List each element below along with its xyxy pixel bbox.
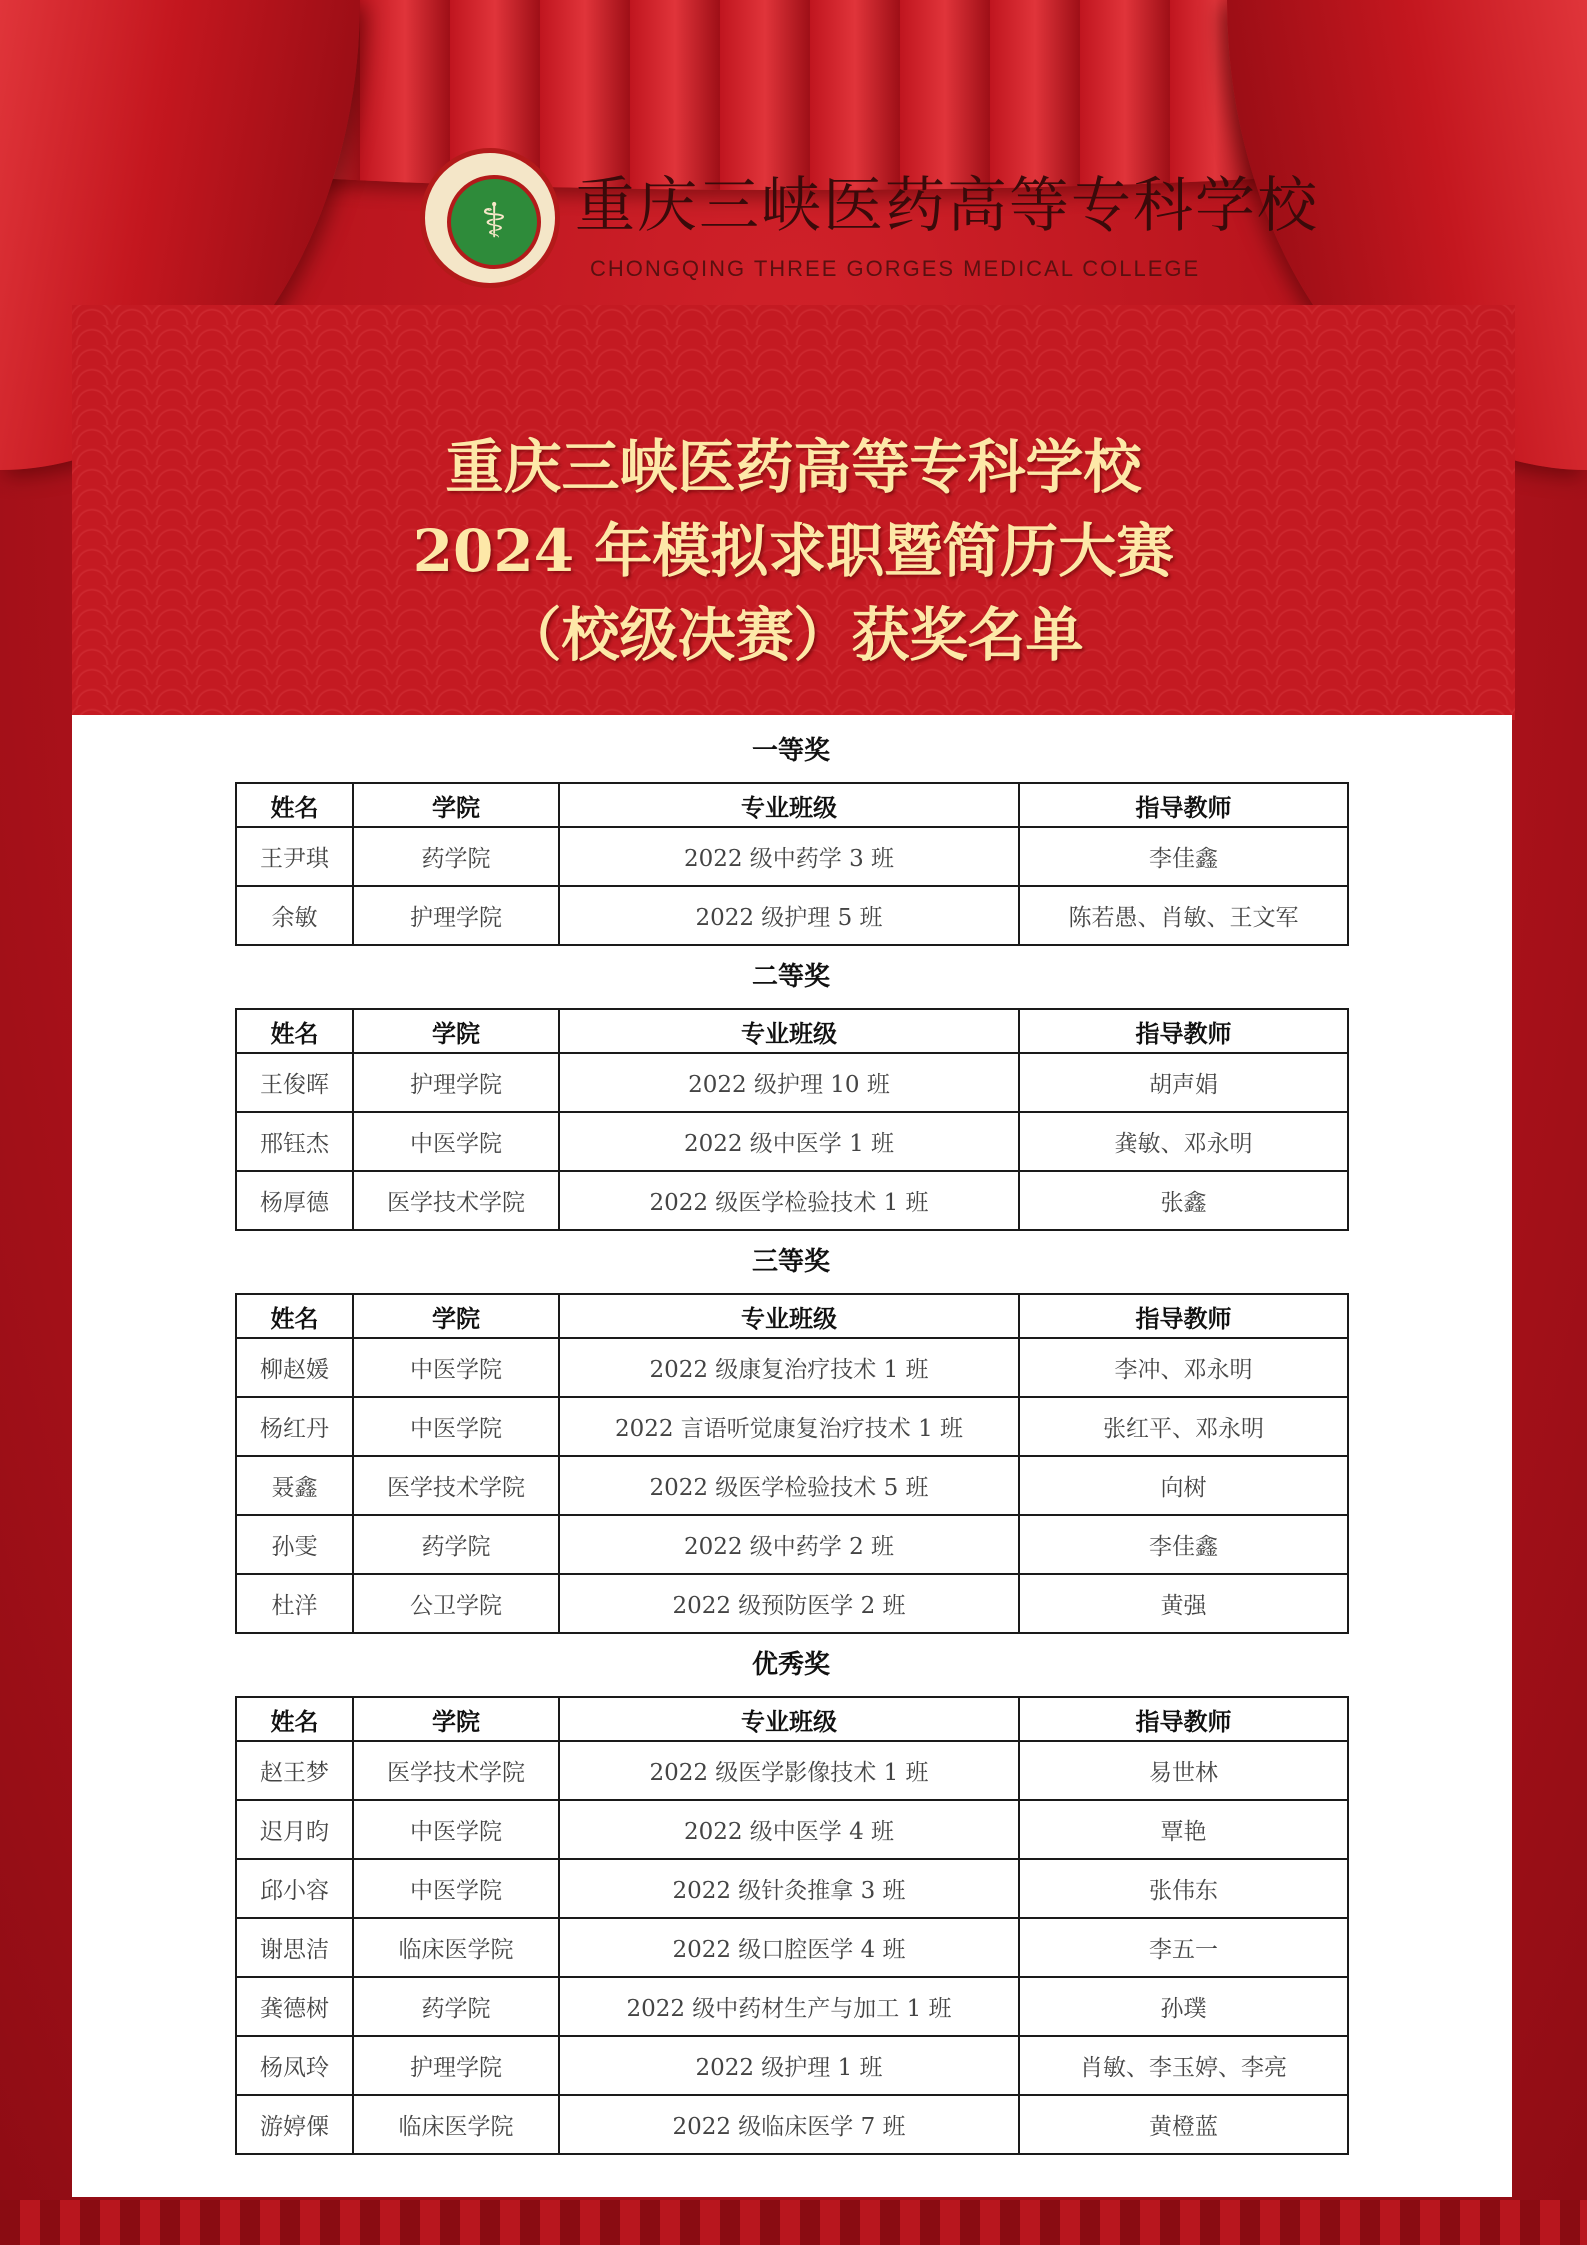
table-cell: 黄橙蓝 — [1019, 2095, 1348, 2154]
table-cell: 医学技术学院 — [353, 1741, 559, 1800]
table-cell: 2022 级康复治疗技术 1 班 — [559, 1338, 1019, 1397]
table-cell: 李五一 — [1019, 1918, 1348, 1977]
table-row — [236, 1515, 1348, 1574]
award-table — [235, 1008, 1349, 1231]
title-line-1: 重庆三峡医药高等专科学校 — [445, 433, 1142, 501]
award-tables — [235, 720, 1347, 2155]
table-cell: 护理学院 — [353, 886, 559, 945]
table-row — [236, 1977, 1348, 2036]
page-title — [72, 425, 1515, 677]
table-cell: 药学院 — [353, 827, 559, 886]
column-header: 指导教师 — [1019, 1697, 1348, 1741]
table-row — [236, 2036, 1348, 2095]
table-cell: 邢钰杰 — [236, 1112, 353, 1171]
table-cell: 药学院 — [353, 1515, 559, 1574]
column-header: 学院 — [353, 1294, 559, 1338]
table-cell: 2022 级中医学 1 班 — [559, 1112, 1019, 1171]
table-cell: 赵王梦 — [236, 1741, 353, 1800]
table-cell: 医学技术学院 — [353, 1456, 559, 1515]
table-cell: 覃艳 — [1019, 1800, 1348, 1859]
college-name-en: CHONGQING THREE GORGES MEDICAL COLLEGE — [590, 256, 1201, 281]
table-cell: 2022 级中药学 3 班 — [559, 827, 1019, 886]
table-cell: 龚德树 — [236, 1977, 353, 2036]
table-row — [236, 1456, 1348, 1515]
title-line-2: 2024 年模拟求职暨简历大赛 — [412, 517, 1175, 585]
table-cell: 临床医学院 — [353, 1918, 559, 1977]
table-cell: 中医学院 — [353, 1800, 559, 1859]
table-row — [236, 827, 1348, 886]
column-header: 专业班级 — [559, 1294, 1019, 1338]
table-cell: 迟月昀 — [236, 1800, 353, 1859]
table-cell: 中医学院 — [353, 1859, 559, 1918]
table-cell: 张伟东 — [1019, 1859, 1348, 1918]
table-cell: 2022 级中药材生产与加工 1 班 — [559, 1977, 1019, 2036]
table-row — [236, 1741, 1348, 1800]
table-cell: 杨厚德 — [236, 1171, 353, 1230]
table-cell: 谢思洁 — [236, 1918, 353, 1977]
college-seal-icon: ⚕ — [420, 148, 560, 288]
award-table — [235, 1293, 1349, 1634]
title-line-3: （校级决赛）获奖名单 — [503, 601, 1084, 669]
table-row — [236, 1859, 1348, 1918]
college-logo — [410, 148, 1319, 288]
table-cell: 中医学院 — [353, 1112, 559, 1171]
table-cell: 邱小容 — [236, 1859, 353, 1918]
column-header: 学院 — [353, 1697, 559, 1741]
column-header: 学院 — [353, 783, 559, 827]
table-cell: 胡声娟 — [1019, 1053, 1348, 1112]
table-row — [236, 886, 1348, 945]
table-cell: 杜洋 — [236, 1574, 353, 1633]
table-cell: 杨凤玲 — [236, 2036, 353, 2095]
table-row — [236, 1338, 1348, 1397]
table-cell: 张鑫 — [1019, 1171, 1348, 1230]
table-row — [236, 1800, 1348, 1859]
table-cell: 聂鑫 — [236, 1456, 353, 1515]
table-cell: 2022 级针灸推拿 3 班 — [559, 1859, 1019, 1918]
table-cell: 中医学院 — [353, 1338, 559, 1397]
table-cell: 李冲、邓永明 — [1019, 1338, 1348, 1397]
table-cell: 2022 级医学影像技术 1 班 — [559, 1741, 1019, 1800]
column-header: 姓名 — [236, 1697, 353, 1741]
table-header-row — [236, 1294, 1348, 1338]
table-cell: 中医学院 — [353, 1397, 559, 1456]
column-header: 指导教师 — [1019, 1009, 1348, 1053]
table-cell: 2022 级护理 1 班 — [559, 2036, 1019, 2095]
table-cell: 药学院 — [353, 1977, 559, 2036]
award-section-title: 二等奖 — [751, 962, 830, 992]
table-cell: 易世林 — [1019, 1741, 1348, 1800]
table-cell: 2022 级临床医学 7 班 — [559, 2095, 1019, 2154]
table-cell: 2022 级护理 10 班 — [559, 1053, 1019, 1112]
table-cell: 向树 — [1019, 1456, 1348, 1515]
table-row — [236, 1112, 1348, 1171]
table-cell: 余敏 — [236, 886, 353, 945]
award-section-title: 优秀奖 — [751, 1650, 830, 1680]
table-row — [236, 1397, 1348, 1456]
table-cell: 2022 级护理 5 班 — [559, 886, 1019, 945]
table-cell: 护理学院 — [353, 1053, 559, 1112]
table-cell: 李佳鑫 — [1019, 1515, 1348, 1574]
table-cell: 2022 级中药学 2 班 — [559, 1515, 1019, 1574]
table-cell: 孙璞 — [1019, 1977, 1348, 2036]
column-header: 指导教师 — [1019, 783, 1348, 827]
table-cell: 王尹琪 — [236, 827, 353, 886]
table-row — [236, 1918, 1348, 1977]
award-section-title: 三等奖 — [751, 1247, 830, 1277]
college-name-cn: 重庆三峡医药高等专科学校 — [575, 171, 1319, 241]
table-cell: 李佳鑫 — [1019, 827, 1348, 886]
footer-border — [0, 2200, 1587, 2245]
table-cell: 2022 级医学检验技术 5 班 — [559, 1456, 1019, 1515]
award-section-title: 一等奖 — [751, 736, 830, 766]
table-row — [236, 1171, 1348, 1230]
table-cell: 杨红丹 — [236, 1397, 353, 1456]
column-header: 学院 — [353, 1009, 559, 1053]
column-header: 专业班级 — [559, 783, 1019, 827]
table-cell: 张红平、邓永明 — [1019, 1397, 1348, 1456]
table-cell: 2022 言语听觉康复治疗技术 1 班 — [559, 1397, 1019, 1456]
table-row — [236, 1574, 1348, 1633]
table-cell: 2022 级医学检验技术 1 班 — [559, 1171, 1019, 1230]
table-cell: 临床医学院 — [353, 2095, 559, 2154]
column-header: 专业班级 — [559, 1697, 1019, 1741]
column-header: 姓名 — [236, 1009, 353, 1053]
table-cell: 陈若愚、肖敏、王文军 — [1019, 886, 1348, 945]
table-cell: 孙雯 — [236, 1515, 353, 1574]
table-cell: 龚敏、邓永明 — [1019, 1112, 1348, 1171]
table-header-row — [236, 1009, 1348, 1053]
table-row — [236, 1053, 1348, 1112]
table-cell: 2022 级口腔医学 4 班 — [559, 1918, 1019, 1977]
table-cell: 柳赵媛 — [236, 1338, 353, 1397]
table-cell: 2022 级预防医学 2 班 — [559, 1574, 1019, 1633]
table-cell: 游婷傈 — [236, 2095, 353, 2154]
table-row — [236, 2095, 1348, 2154]
column-header: 指导教师 — [1019, 1294, 1348, 1338]
table-header-row — [236, 1697, 1348, 1741]
column-header: 姓名 — [236, 1294, 353, 1338]
table-cell: 肖敏、李玉婷、李亮 — [1019, 2036, 1348, 2095]
award-table — [235, 1696, 1349, 2155]
column-header: 姓名 — [236, 783, 353, 827]
table-cell: 公卫学院 — [353, 1574, 559, 1633]
table-cell: 护理学院 — [353, 2036, 559, 2095]
column-header: 专业班级 — [559, 1009, 1019, 1053]
table-cell: 医学技术学院 — [353, 1171, 559, 1230]
table-cell: 黄强 — [1019, 1574, 1348, 1633]
table-cell: 2022 级中医学 4 班 — [559, 1800, 1019, 1859]
table-header-row — [236, 783, 1348, 827]
award-table — [235, 782, 1349, 946]
table-cell: 王俊晖 — [236, 1053, 353, 1112]
